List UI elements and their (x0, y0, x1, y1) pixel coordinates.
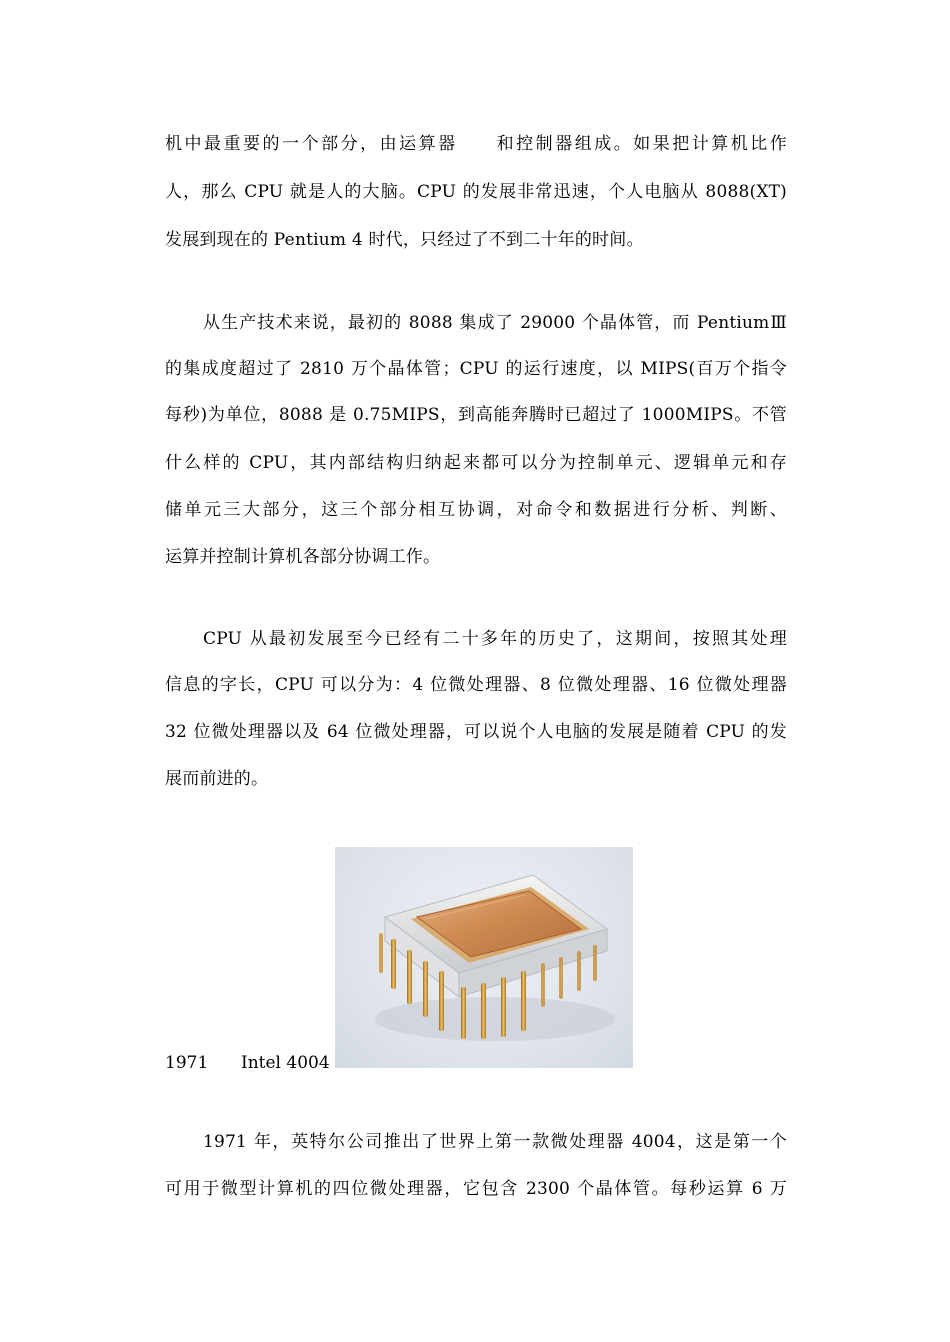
paragraph-2-line-6: 运算并控制计算机各部分协调工作。 (165, 547, 441, 567)
caption-chip-name: Intel 4004 (241, 1053, 330, 1073)
paragraph-2-line-4: 什么样的 CPU，其内部结构归纳起来都可以分为控制单元、逻辑单元和存 (165, 453, 787, 473)
intel-4004-chip-photo (335, 847, 633, 1068)
paragraph-2-line-5: 储单元三大部分，这三个部分相互协调，对命令和数据进行分析、判断、 (165, 500, 787, 520)
paragraph-3-line-4: 展而前进的。 (165, 769, 269, 789)
paragraph-3-line-2: 信息的字长，CPU 可以分为：4 位微处理器、8 位微处理器、16 位微处理器 (165, 675, 787, 695)
paragraph-3-line-1: CPU 从最初发展至今已经有二十多年的历史了，这期间，按照其处理 (203, 629, 787, 649)
paragraph-3-line-3: 32 位微处理器以及 64 位微处理器，可以说个人电脑的发展是随着 CPU 的发 (165, 722, 787, 742)
paragraph-1-line-3: 发展到现在的 Pentium 4 时代，只经过了不到二十年的时间。 (165, 230, 644, 250)
paragraph-2-line-3: 每秒)为单位，8088 是 0.75MIPS，到高能奔腾时已超过了 1000MIPS。不管 (165, 405, 787, 425)
chip-illustration-icon (335, 847, 633, 1068)
caption-year: 1971 (165, 1053, 209, 1073)
paragraph-2-line-2: 的集成度超过了 2810 万个晶体管；CPU 的运行速度，以 MIPS(百万个指令 (165, 359, 787, 379)
paragraph-2-line-1: 从生产技术来说，最初的 8088 集成了 29000 个晶体管，而 PentiumⅢ (203, 313, 787, 333)
paragraph-4-line-2: 可用于微型计算机的四位微处理器，它包含 2300 个晶体管。每秒运算 6 万 (165, 1179, 787, 1199)
paragraph-1-line-1: 机中最重要的一个部分，由运算器 和控制器组成。如果把计算机比作 (165, 134, 787, 154)
paragraph-4-line-1: 1971 年，英特尔公司推出了世界上第一款微处理器 4004，这是第一个 (203, 1132, 787, 1152)
paragraph-1-line-2: 人，那么 CPU 就是人的大脑。CPU 的发展非常迅速，个人电脑从 8088(XT) (165, 182, 787, 202)
figure-caption (165, 1051, 330, 1075)
